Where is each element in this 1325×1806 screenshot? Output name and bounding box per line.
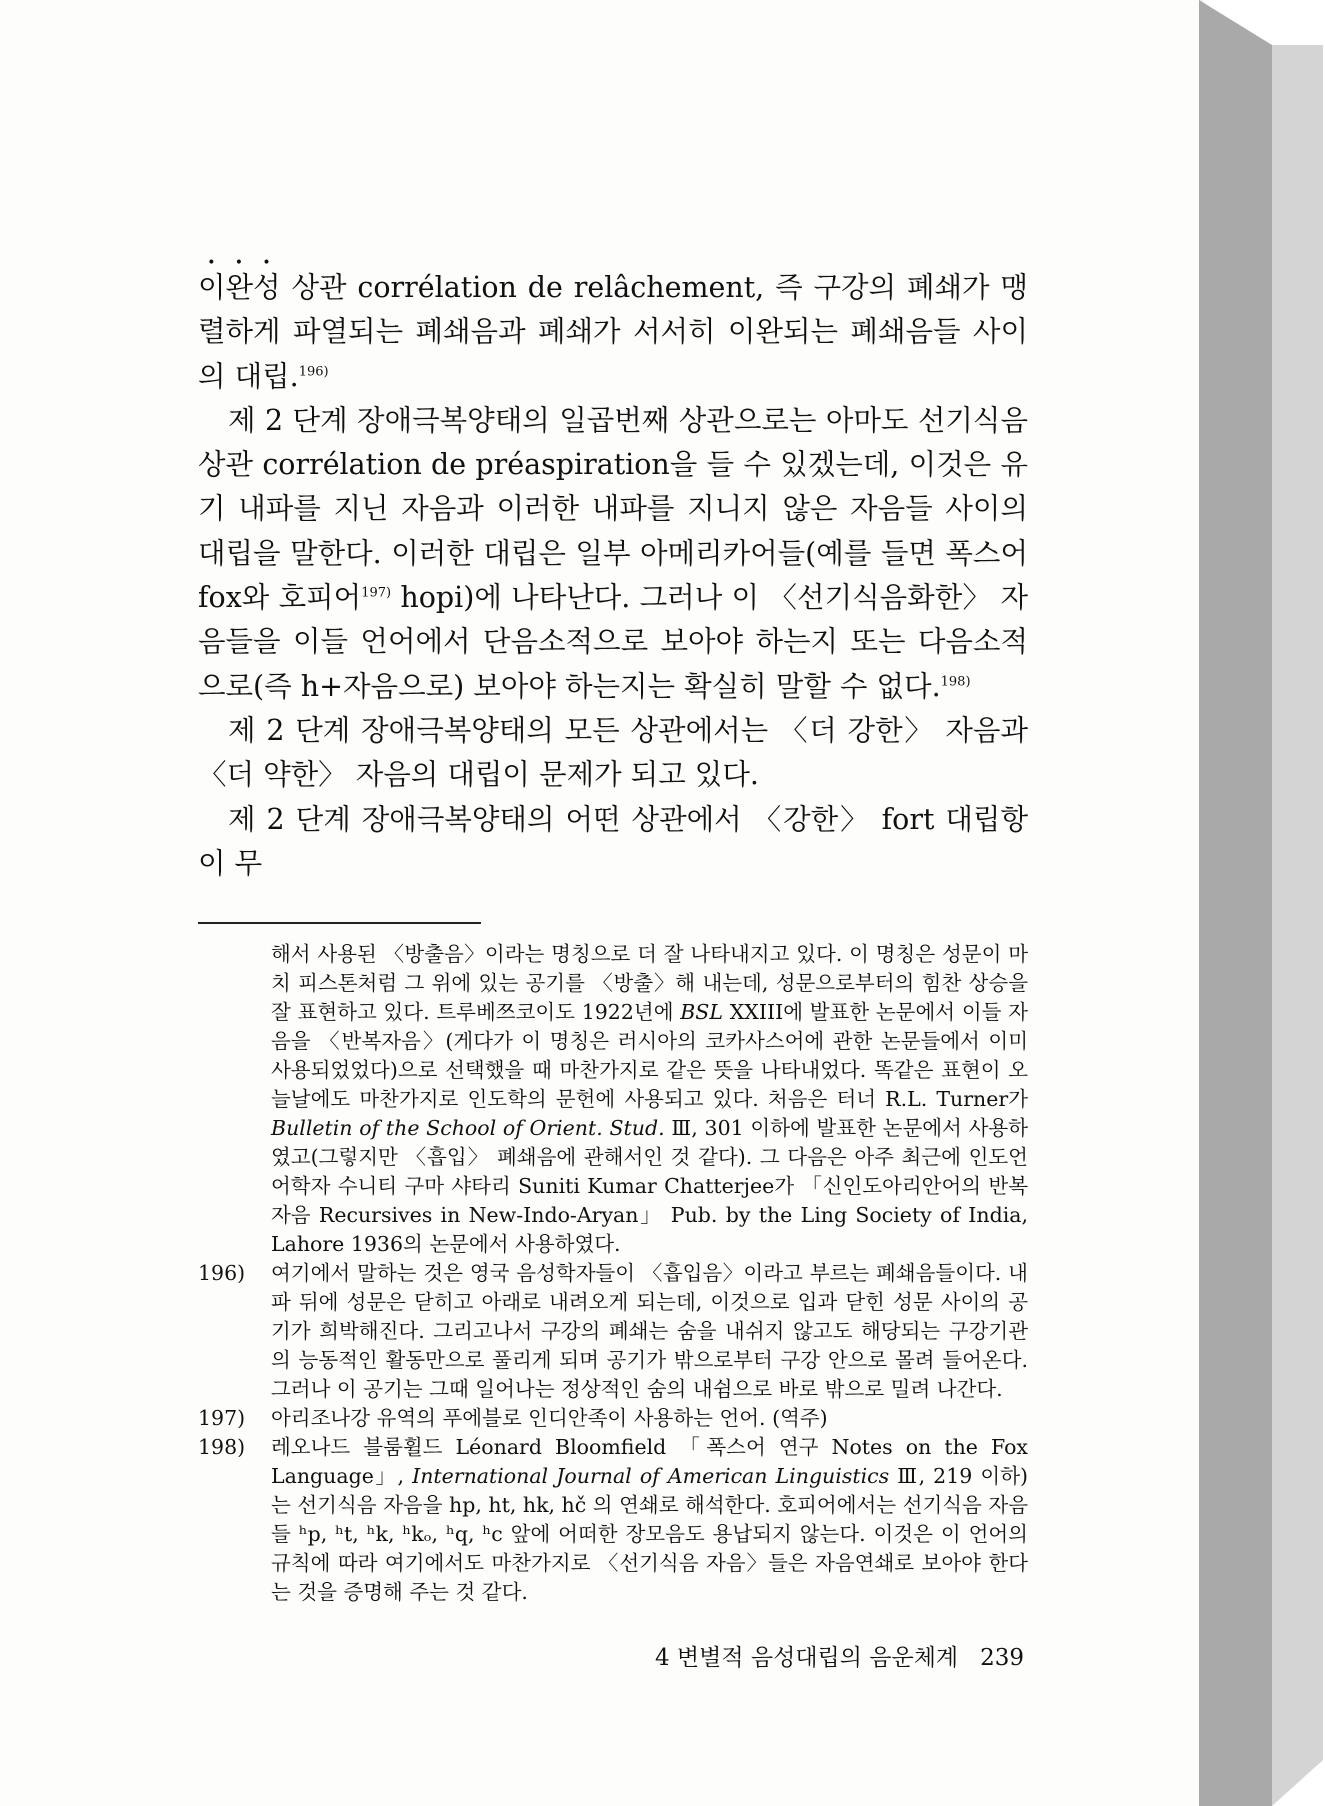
page-content bbox=[198, 255, 1028, 1672]
footnote-number: 197) bbox=[198, 1406, 246, 1431]
emphasized-term: 이완성 bbox=[198, 271, 281, 304]
paragraph-2: 제 2 단계 장애극복양태의 일곱번째 상관으로는 아마도 선기식음 상관 corrélation de préaspiration을 들 수 있겠는데, 이것은 유기 내파를 지닌 자음과 이러한 내파를 지니지 않은 자음들 사이의 대립을 말한다. 이러한 대립은 일부 아메리카어들(예를 들면 폭스어 fox와 호피어$^{197)}$ hopi)에 나타난다. 그러나 이 〈선기식음화한〉 자음들을 이들 언어에서 단음소적으로 보아야 하는지 또는 다음소적으로(즉 h+자음으로) 보아야 하는지는 확실히 말할 수 없다.$^{198)}$ bbox=[198, 403, 1028, 703]
footnote-text: 레오나드 블룸휠드 Léonard Bloomfield 「폭스어 연구 Notes on the Fox Language」, International Journal of American Linguistics Ⅲ, 219 이하) 는 선기식음 자음을 hp, ht, hk, hč 의 연쇄로 해석한다. 호피어에서는 선기식음 자음들 ʰp, ʰt, ʰk, ʰkₒ, ʰq, ʰc 앞에 어떠한 장모음도 용납되지 않는다. 이것은 이 언어의 규칙에 따라 여기에서도 마찬가지로 〈선기식음 자음〉들은 자음연쇄로 보아야 한다는 것을 증명해 주는 것 같다. bbox=[271, 1435, 1028, 1605]
paragraph-1: 이완성 상관 corrélation de relâchement, 즉 구강의 폐쇄가 맹렬하게 파열되는 폐쇄음과 폐쇄가 서서히 이완되는 폐쇄음들 사이의 대립.$^{196)}$ bbox=[198, 271, 1028, 393]
page-number: 239 bbox=[980, 1645, 1024, 1672]
footnote-number: 196) bbox=[198, 1261, 246, 1286]
footnote-continued: 해서 사용된 〈방출음〉이라는 명칭으로 더 잘 나타내지고 있다. 이 명칭은 성문이 마치 피스톤처럼 그 위에 있는 공기를 〈방출〉해 내는데, 성문으로부터의 힘찬 상승을 잘 표현하고 있다. 트루베쯔코이도 1922년에 BSL XXIII에 발표한 논문에서 이들 자음을 〈반복자음〉(게다가 이 명칭은 러시아의 코카사스어에 관한 논문들에서 이미 사용되었었다)으로 선택했을 때 마찬가지로 같은 뜻을 나타내었다. 똑같은 표현이 오늘날에도 마찬가지로 인도학의 문헌에 사용되고 있다. 처음은 터너 R.L. Turner가 Bulletin of the School of Orient. Stud. Ⅲ, 301 이하에 발표한 논문에서 사용하였고(그렇지만 〈흡입〉 폐쇄음에 관해서인 것 같다). 그 다음은 아주 최근에 인도언어학자 수니티 구마 샤타리 Suniti Kumar Chatterjee가 「신인도아리안어의 반복자음 Recursives in New-Indo-Aryan」 Pub. by the Ling Society of India, Lahore 1936의 논문에서 사용하였다. bbox=[271, 942, 1028, 1257]
page-edge-front bbox=[1272, 45, 1323, 1806]
footnote-ref-196: 196) bbox=[298, 364, 329, 380]
main-text bbox=[198, 255, 1028, 886]
footnote-divider bbox=[198, 922, 481, 924]
chapter-title: 4 변별적 음성대립의 음운체계 bbox=[654, 1645, 959, 1672]
footnote-197 bbox=[198, 1404, 1028, 1433]
page-edge-side bbox=[1199, 0, 1272, 1806]
footnote-196 bbox=[198, 1259, 1028, 1404]
footnotes bbox=[198, 940, 1028, 1607]
footnote-ref-198: 198) bbox=[940, 674, 971, 690]
footnote-number: 198) bbox=[198, 1435, 246, 1460]
footnote-ref-197: 197) bbox=[361, 585, 392, 601]
footnote-text: 여기에서 말하는 것은 영국 음성학자들이 〈흡입음〉이라고 부르는 폐쇄음들이다. 내파 뒤에 성문은 닫히고 아래로 내려오게 되는데, 이것으로 입과 닫힌 성문 사이의 공기가 희박해진다. 그리고나서 구강의 폐쇄는 숨을 내쉬지 않고도 해당되는 구강기관의 능동적인 활동만으로 풀리게 되며 공기가 밖으로부터 구강 안으로 몰려 들어온다. 그러나 이 공기는 그때 일어나는 정상적인 숨의 내쉼으로 바로 밖으로 밀려 나간다. bbox=[271, 1261, 1028, 1402]
paragraph-4: 제 2 단계 장애극복양태의 어떤 상관에서 〈강한〉 fort 대립항이 무 bbox=[198, 802, 1028, 880]
page-footer bbox=[198, 1639, 1028, 1672]
book-edge bbox=[1199, 0, 1323, 1806]
footnote-text: 아리조나강 유역의 푸에블로 인디안족이 사용하는 언어. (역주) bbox=[271, 1406, 828, 1431]
footnote-198 bbox=[198, 1433, 1028, 1607]
paragraph-3: 제 2 단계 장애극복양태의 모든 상관에서는 〈더 강한〉 자음과 〈더 약한〉 자음의 대립이 문제가 되고 있다. bbox=[198, 713, 1028, 792]
